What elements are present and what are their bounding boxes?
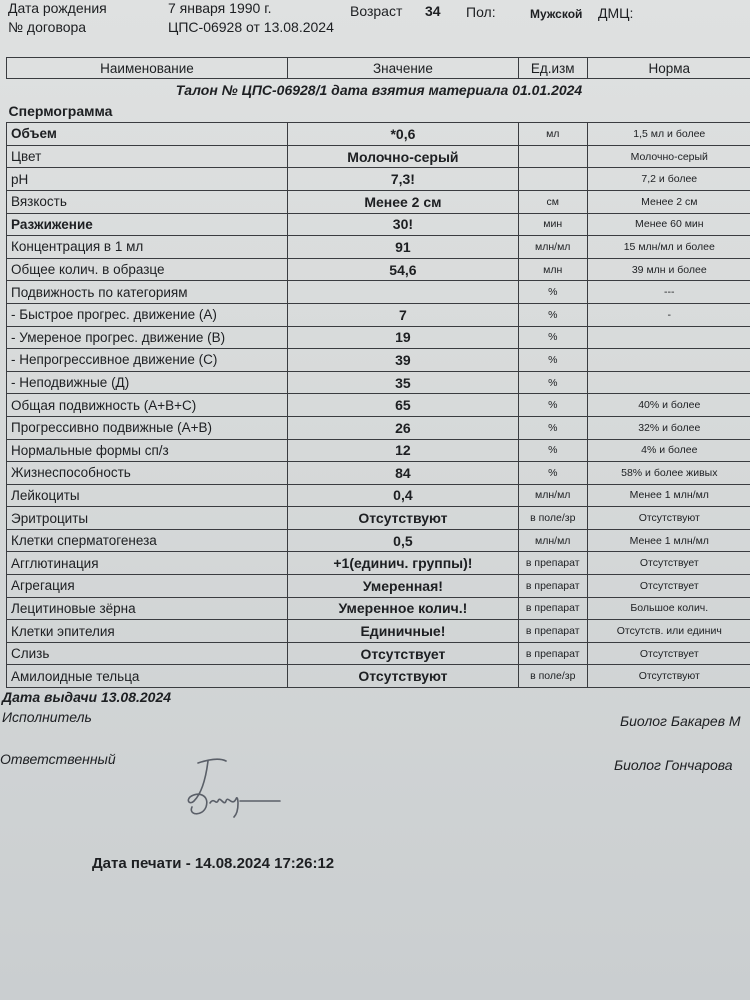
table-row <box>7 213 750 236</box>
table-row <box>7 484 750 507</box>
table-row <box>7 123 750 146</box>
row-name: Общее колич. в образце <box>7 258 288 281</box>
table-header-row <box>7 58 750 79</box>
row-value: 54,6 <box>287 258 518 281</box>
row-norm: Отсутств. или единич <box>587 620 750 643</box>
row-norm <box>587 326 750 349</box>
row-name: Вязкость <box>7 190 288 213</box>
row-name: Эритроциты <box>7 507 288 530</box>
row-unit: мин <box>518 213 587 236</box>
contract-value: ЦПС-06928 от 13.08.2024 <box>168 19 334 35</box>
row-name: Лейкоциты <box>7 484 288 507</box>
row-norm: Менее 60 мин <box>587 213 750 236</box>
row-name: Общая подвижность (А+В+С) <box>7 394 288 417</box>
row-name: Лецитиновые зёрна <box>7 597 288 620</box>
row-value: 84 <box>287 462 518 485</box>
row-unit: см <box>518 190 587 213</box>
table-row <box>7 597 750 620</box>
row-value: 0,5 <box>287 529 518 552</box>
row-norm: Менее 2 см <box>587 190 750 213</box>
row-name: Жизнеспособность <box>7 462 288 485</box>
row-value: 19 <box>287 326 518 349</box>
age-value: 34 <box>425 3 441 19</box>
table-row <box>7 462 750 485</box>
row-unit <box>518 145 587 168</box>
table-row <box>7 258 750 281</box>
row-name: - Быстрое прогрес. движение (А) <box>7 303 288 326</box>
row-value: 7 <box>287 303 518 326</box>
results-table <box>6 57 750 688</box>
col-header-name: Наименование <box>7 58 288 79</box>
row-unit: млн/мл <box>518 236 587 259</box>
table-row <box>7 371 750 394</box>
row-value: 39 <box>287 349 518 372</box>
table-row <box>7 145 750 168</box>
row-norm: - <box>587 303 750 326</box>
row-value: Умеренное колич.! <box>287 597 518 620</box>
row-value <box>287 281 518 304</box>
row-value: Умеренная! <box>287 575 518 598</box>
print-date: Дата печати - 14.08.2024 17:26:12 <box>92 855 335 872</box>
talon-text: Талон № ЦПС-06928/1 дата взятия материала 01.01.2024 <box>175 81 583 98</box>
row-unit: в препарат <box>518 642 587 665</box>
row-norm <box>587 371 750 394</box>
row-norm: 15 млн/мл и более <box>587 236 750 259</box>
signature-icon <box>180 755 290 830</box>
table-row <box>7 281 750 304</box>
row-name: Слизь <box>7 642 288 665</box>
row-unit: в поле/зр <box>518 665 587 688</box>
table-row <box>7 507 750 530</box>
row-unit: % <box>518 394 587 417</box>
row-norm: Отсутствуют <box>587 507 750 530</box>
issue-date: Дата выдачи 13.08.2024 <box>2 689 172 705</box>
row-value: 12 <box>287 439 518 462</box>
row-name: Клетки эпителия <box>7 620 288 643</box>
row-name: Концентрация в 1 мл <box>7 236 288 259</box>
row-value: 35 <box>287 371 518 394</box>
age-label: Возраст <box>350 3 403 19</box>
section-title: Спермограмма <box>8 103 113 120</box>
table-row <box>7 416 750 439</box>
row-norm: 39 млн и более <box>587 258 750 281</box>
table-row <box>7 326 750 349</box>
row-name: - Непрогрессивное движение (С) <box>7 349 288 372</box>
row-unit: % <box>518 462 587 485</box>
row-name: Нормальные формы сп/з <box>7 439 288 462</box>
row-name: Прогрессивно подвижные (А+В) <box>7 416 288 439</box>
row-unit: % <box>518 349 587 372</box>
row-name: - Умереное прогрес. движение (В) <box>7 326 288 349</box>
responsible-name: Биолог Гончарова <box>614 757 733 773</box>
row-unit: % <box>518 416 587 439</box>
row-norm: 7,2 и более <box>587 168 750 191</box>
row-name: Амилоидные тельца <box>7 665 288 688</box>
row-norm: 4% и более <box>587 439 750 462</box>
row-name: - Неподвижные (Д) <box>7 371 288 394</box>
col-header-norm: Норма <box>587 58 750 79</box>
row-name: Агглютинация <box>7 552 288 575</box>
section-row <box>7 101 750 123</box>
contract-label: № договора <box>8 19 87 35</box>
table-row <box>7 575 750 598</box>
row-norm: 32% и более <box>587 416 750 439</box>
row-value: Менее 2 см <box>287 190 518 213</box>
row-unit: % <box>518 281 587 304</box>
row-norm: Отсутствуют <box>587 665 750 688</box>
row-unit: % <box>518 326 587 349</box>
row-norm: Отсутствует <box>587 552 750 575</box>
row-value: 30! <box>287 213 518 236</box>
row-value: *0,6 <box>287 123 518 146</box>
row-value: 65 <box>287 394 518 417</box>
row-value: Отсутствуют <box>287 665 518 688</box>
row-norm <box>587 349 750 372</box>
row-name: pH <box>7 168 288 191</box>
row-unit: % <box>518 303 587 326</box>
row-unit: мл <box>518 123 587 146</box>
table-row <box>7 168 750 191</box>
row-unit: % <box>518 371 587 394</box>
table-row <box>7 665 750 688</box>
table-row <box>7 394 750 417</box>
table-row <box>7 620 750 643</box>
row-unit: % <box>518 439 587 462</box>
row-value: Молочно-серый <box>287 145 518 168</box>
table-row <box>7 236 750 259</box>
row-norm: Отсутствует <box>587 575 750 598</box>
birth-label: Дата рождения <box>8 0 107 16</box>
row-value: 91 <box>287 236 518 259</box>
table-row <box>7 349 750 372</box>
row-value: Отсутствует <box>287 642 518 665</box>
row-value: Единичные! <box>287 620 518 643</box>
row-unit: в препарат <box>518 575 587 598</box>
birth-value: 7 января 1990 г. <box>168 0 272 16</box>
row-unit: в препарат <box>518 552 587 575</box>
table-row <box>7 529 750 552</box>
table-row <box>7 190 750 213</box>
sex-value: Мужской <box>530 7 583 21</box>
executor-label: Исполнитель <box>2 709 92 725</box>
talon-row <box>7 79 750 101</box>
row-unit: в препарат <box>518 620 587 643</box>
table-row <box>7 439 750 462</box>
row-unit: в поле/зр <box>518 507 587 530</box>
row-value: 7,3! <box>287 168 518 191</box>
sex-label: Пол: <box>466 4 496 20</box>
table-row <box>7 303 750 326</box>
row-norm: 58% и более живых <box>587 462 750 485</box>
table-row <box>7 552 750 575</box>
table-row <box>7 642 750 665</box>
row-norm: Менее 1 млн/мл <box>587 529 750 552</box>
row-norm: 40% и более <box>587 394 750 417</box>
row-norm: 1,5 мл и более <box>587 123 750 146</box>
row-name: Разжижение <box>7 213 288 236</box>
row-norm: --- <box>587 281 750 304</box>
row-norm: Молочно-серый <box>587 145 750 168</box>
row-name: Подвижность по категориям <box>7 281 288 304</box>
row-value: 0,4 <box>287 484 518 507</box>
row-unit <box>518 168 587 191</box>
row-name: Цвет <box>7 145 288 168</box>
row-value: Отсутствуют <box>287 507 518 530</box>
row-name: Клетки сперматогенеза <box>7 529 288 552</box>
row-unit: млн <box>518 258 587 281</box>
responsible-label: Ответственный <box>0 751 116 767</box>
executor-name: Биолог Бакарев М <box>620 713 741 729</box>
col-header-value: Значение <box>287 58 518 79</box>
row-unit: млн/мл <box>518 484 587 507</box>
row-unit: млн/мл <box>518 529 587 552</box>
row-value: +1(единич. группы)! <box>287 552 518 575</box>
dmc-label: ДМЦ: <box>598 5 634 21</box>
row-norm: Отсутствует <box>587 642 750 665</box>
col-header-unit: Ед.изм <box>518 58 587 79</box>
row-unit: в препарат <box>518 597 587 620</box>
row-name: Объем <box>7 123 288 146</box>
row-norm: Менее 1 млн/мл <box>587 484 750 507</box>
row-name: Агрегация <box>7 575 288 598</box>
row-norm: Большое колич. <box>587 597 750 620</box>
row-value: 26 <box>287 416 518 439</box>
